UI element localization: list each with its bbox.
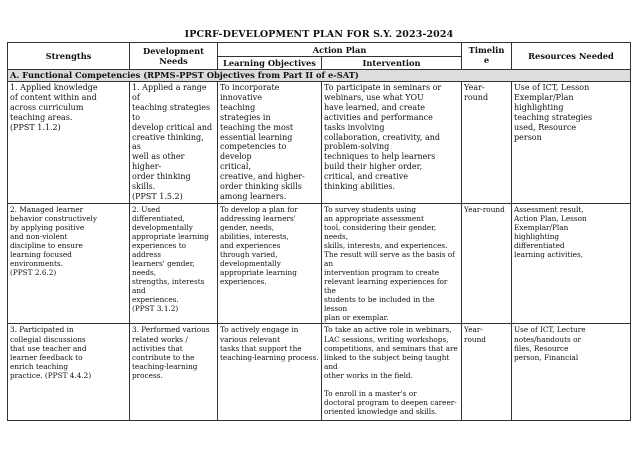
development-need-cell: 3. Performed various related works / activities that contribute to the teaching-learning process. [130,324,218,421]
strength-cell: 2. Managed learner behavior constructively by applying positive and non-violent discipline to ensure learning focused environments. (PPST 2.6.2) [8,203,130,324]
header-intervention: Intervention [322,57,462,70]
strength-cell: 3. Participated in collegial discussions that use teacher and learner feedback to enrich teaching practice. (PPST 4.4.2) [8,324,130,421]
table-row [8,324,631,421]
intervention-cell: To take an active role in webinars, LAC sessions, writing workshops, competitions, and seminars that are linked to the subject being taught and other works in the field. To enroll in a master's or doctoral program to deepen career- oriented knowledge and skills. [322,324,462,421]
resources-cell: Use of ICT, Lesson Exemplar/Plan highlighting teaching strategies used, Resource person [512,82,631,204]
resources-cell: Use of ICT, Lecture notes/handouts or files, Resource person, Financial [512,324,631,421]
resources-cell: Assessment result, Action Plan, Lesson Exemplar/Plan highlighting differentiated learning activities, [512,203,631,324]
strength-cell: 1. Applied knowledge of content within and across curriculum teaching areas. (PPST 1.1.2) [8,82,130,204]
development-need-cell: 2. Used differentiated, developmentally appropriate learning experiences to address learners' gender, needs, strengths, interests and experiences. (PPST 3.1.2) [130,203,218,324]
header-action-plan: Action Plan [218,43,462,57]
header-timeline: Timelin e [462,43,512,70]
learning-objective-cell: To incorporate innovative teaching strategies in teaching the most essential learning competencies to develop critical, creative, and higher- order thinking skills among learners. [218,82,322,204]
table-row [8,203,631,324]
timeline-cell: Year- round [462,324,512,421]
timeline-cell: Year-round [462,203,512,324]
section-a-heading: A. Functional Competencies (RPMS-PPST Objectives from Part II of e-SAT) [8,70,631,82]
header-development-needs: Development Needs [130,43,218,70]
learning-objective-cell: To develop a plan for addressing learners' gender, needs, abilities, interests, and experiences through varied, developmentally appropriate learning experiences. [218,203,322,324]
page-title: IPCRF-DEVELOPMENT PLAN FOR S.Y. 2023-2024 [184,29,454,40]
table-row [8,82,631,204]
header-resources-needed: Resources Needed [512,43,631,70]
intervention-cell: To survey students using an appropriate assessment tool, considering their gender, needs, skills, interests, and experiences. The result will serve as the basis of an intervention program to create relevant learning experiences for the students to be included in the lesson plan or exemplar. [322,203,462,324]
development-need-cell: 1. Applied a range of teaching strategies to develop critical and creative thinking, as well as other higher- order thinking skills. (PPST 1.5.2) [130,82,218,204]
timeline-cell: Year- round [462,82,512,204]
intervention-cell: To participate in seminars or webinars, use what YOU have learned, and create activities and performance tasks involving collaboration, creativity, and problem-solving techniques to help learners build their higher order, critical, and creative thinking abilities. [322,82,462,204]
header-strengths: Strengths [8,43,130,70]
development-plan-table [7,42,631,421]
learning-objective-cell: To actively engage in various relevant tasks that support the teaching-learning process. [218,324,322,421]
header-learning-objectives: Learning Objectives [218,57,322,70]
